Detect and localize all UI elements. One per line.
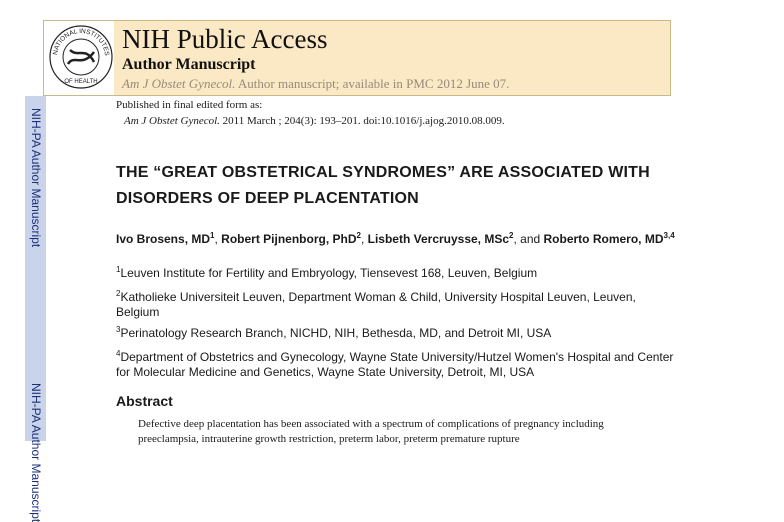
published-journal[interactable]: Am J Obstet Gynecol. — [124, 115, 220, 127]
banner-citation — [122, 76, 509, 92]
author-affiliation-ref[interactable]: 3,4 — [663, 231, 675, 240]
affiliation-text: Perinatology Research Branch, NICHD, NIH, Bethesda, MD, and Detroit MI, USA — [120, 326, 552, 340]
banner-text-area — [114, 21, 670, 95]
author-name: Ivo Brosens, MD — [116, 232, 211, 246]
banner-availability: Author manuscript; available in PMC 2012 June 07. — [235, 76, 510, 91]
affiliation — [116, 286, 676, 320]
author-name: Lisbeth Vercruysse, MSc — [367, 232, 510, 246]
nih-banner — [43, 20, 671, 96]
paper-title: THE “GREAT OBSTETRICAL SYNDROMES” ARE ASSOCIATED WITH DISORDERS OF DEEP PLACENTATION — [116, 164, 650, 207]
svg-text:NATIONAL INSTITUTES: NATIONAL INSTITUTES — [52, 27, 111, 57]
abstract-heading: Abstract — [116, 393, 173, 409]
affiliation-number: 1 — [116, 265, 121, 274]
abstract-text: Defective deep placentation has been associated with a spectrum of complications of pregnancy including preeclampsia, intrauterine growth restriction, preterm labor, preterm premature rupture — [138, 418, 604, 445]
banner-title: NIH Public Access — [122, 24, 328, 54]
author-separator: , and — [513, 232, 544, 246]
sidebar-label-top: NIH-PA Author Manuscript — [29, 108, 43, 248]
author-separator: , — [360, 232, 368, 246]
published-citation — [124, 115, 505, 127]
author-name: Robert Pijnenborg, PhD — [221, 232, 357, 246]
affiliation — [116, 322, 676, 341]
banner-subtitle: Author Manuscript — [122, 56, 256, 73]
affiliation — [116, 346, 676, 380]
svg-text:OF HEALTH: OF HEALTH — [64, 79, 98, 85]
affiliation-number: 3 — [116, 325, 121, 334]
affiliation-number: 4 — [116, 349, 121, 358]
author-list — [116, 228, 676, 247]
published-label: Published in final edited form as: — [116, 99, 263, 111]
sidebar-label-bottom: NIH-PA Author Manuscript — [29, 383, 43, 522]
banner-journal[interactable]: Am J Obstet Gynecol. — [122, 76, 236, 91]
author-affiliation-ref[interactable]: 2 — [356, 231, 361, 240]
affiliation-text: Leuven Institute for Fertility and Embryology, Tiensevest 168, Leuven, Belgium — [120, 266, 538, 280]
author-affiliation-ref[interactable]: 1 — [210, 231, 215, 240]
affiliation-text: Katholieke Universiteit Leuven, Department Woman & Child, University Hospital Leuven, Leuven, Belgium — [116, 290, 636, 319]
affiliation-text: Department of Obstetrics and Gynecology, Wayne State University/Hutzel Women's Hospital and Center for Molecular Medicine and Genetics, Wayne State University, Detroit, MI, USA — [116, 350, 674, 379]
author-separator: , — [214, 232, 222, 246]
author-affiliation-ref[interactable]: 2 — [509, 231, 514, 240]
affiliation-number: 2 — [116, 289, 121, 298]
author-name: Roberto Romero, MD — [543, 232, 664, 246]
published-citation-details[interactable]: 2011 March ; 204(3): 193–201. doi:10.1016/j.ajog.2010.08.009. — [219, 115, 505, 127]
affiliation — [116, 262, 676, 281]
nih-logo-icon — [48, 24, 114, 90]
